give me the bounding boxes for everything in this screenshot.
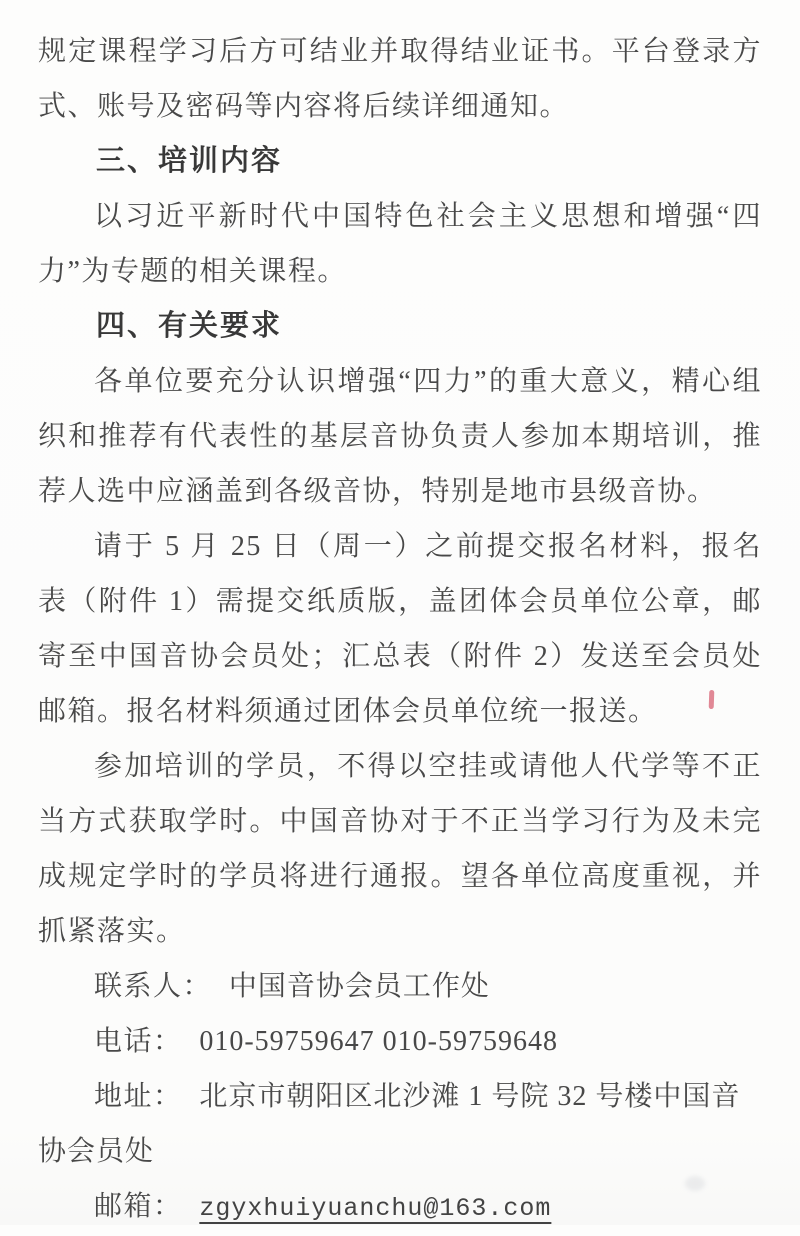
contact-address-label: 地址： [94,1081,183,1112]
contact-person-label: 联系人： [94,971,213,1002]
scan-smudge-artifact [685,1176,705,1191]
paragraph-requirement-registration: 请于 5 月 25 日（周一）之前提交报名材料，报名表（附件 1）需提交纸质版，盖团体会员单位公章，邮寄至中国音协会员处；汇总表（附件 2）发送至会员处邮箱。报名材料须通过团体会员单位统一报送。 [38,531,762,727]
red-ink-scan-artifact [709,690,715,709]
section-heading-requirements: 四、有关要求 [96,310,283,342]
contact-line-email [38,1179,762,1236]
paragraph-requirement-discipline: 参加培训的学员，不得以空挂或请他人代学等不正当方式获取学时。中国音协对于不正当学习行为及未完成规定学时的学员将进行通报。望各单位高度重视，并抓紧落实。 [38,751,762,947]
contact-email-label: 邮箱： [94,1191,183,1222]
contact-phone-label: 电话： [94,1026,183,1057]
paragraph-course-theme: 以习近平新时代中国特色社会主义思想和增强“四力”为专题的相关课程。 [38,201,762,287]
contact-address-value: 北京市朝阳区北沙滩 1 号院 32 号楼中国音协会员处 [38,1081,741,1167]
paragraph-platform-notice: 规定课程学习后方可结业并取得结业证书。平台登录方式、账号及密码等内容将后续详细通知。 [38,36,762,122]
contact-person-value: 中国音协会员工作处 [228,971,490,1002]
paragraph-requirement-recommendation: 各单位要充分认识增强“四力”的重大意义，精心组织和推荐有代表性的基层音协负责人参加本期培训，推荐人选中应涵盖到各级音协，特别是地市县级音协。 [38,366,762,507]
contact-phone-value: 010-59759647 010-59759648 [199,1026,558,1057]
section-heading-training-content: 三、培训内容 [96,145,283,177]
contact-line-address [38,1069,762,1179]
contact-email-value: zgyxhuiyuanchu@163.com [199,1194,552,1223]
contact-line-person [38,959,762,1014]
contact-line-phone [38,1014,762,1069]
